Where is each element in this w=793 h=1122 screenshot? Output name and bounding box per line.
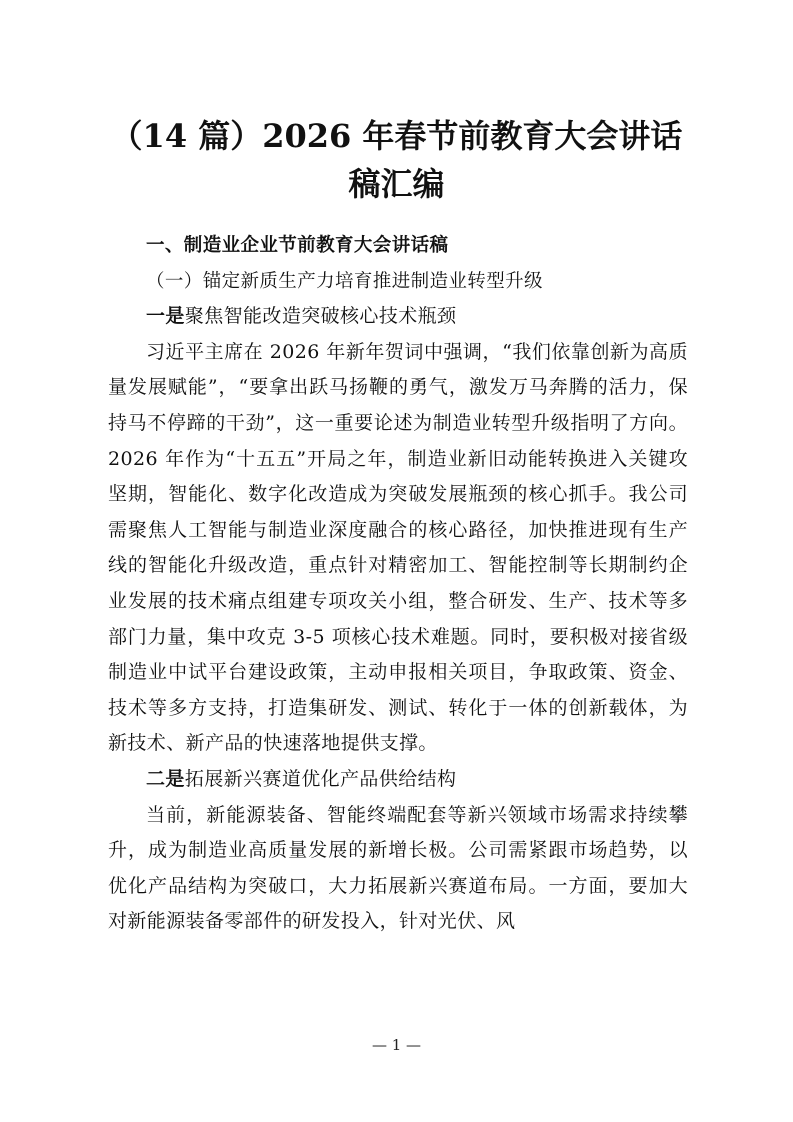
section-heading: 一、制造业企业节前教育大会讲话稿	[146, 235, 449, 256]
document-body	[108, 228, 688, 940]
point-heading-1	[108, 299, 688, 335]
document-title: （14 篇）2026 年春节前教育大会讲话稿汇编	[110, 117, 683, 203]
paragraph-2: 当前，新能源装备、智能终端配套等新兴领域市场需求持续攀升，成为制造业高质量发展的新增长极。公司需紧跟市场趋势，以优化产品结构为突破口，大力拓展新兴赛道布局。一方面，要加大对新能源装备零部件的研发投入，针对光伏、风	[108, 803, 688, 933]
point-lead-2: 二是	[146, 767, 185, 790]
page-number: — 1 —	[371, 1036, 422, 1054]
subsection-heading: （一）锚定新质生产力培育推进制造业转型升级	[146, 270, 543, 292]
point-title-2: 拓展新兴赛道优化产品供给结构	[184, 767, 457, 790]
point-lead-1: 一是	[146, 305, 185, 328]
point-title-1: 聚焦智能改造突破核心技术瓶颈	[184, 305, 457, 328]
point-heading-2	[108, 762, 688, 798]
paragraph-1: 习近平主席在 2026 年新年贺词中强调，“我们依靠创新为高质量发展赋能”，“要拿出跃马扬鞭的勇气，激发万马奔腾的活力，保持马不停蹄的干劲”，这一重要论述为制造业转型升级指明了方向。2026 年作为“十五五”开局之年，制造业新旧动能转换进入关键攻坚期，智能化、数字化改造成为突破发展瓶颈的核心抓手。我公司需聚焦人工智能与制造业深度融合的核心路径，加快推进现有生产线的智能化升级改造，重点针对精密加工、智能控制等长期制约企业发展的技术痛点组建专项攻关小组，整合研发、生产、技术等多部门力量，集中攻克 3-5 项核心技术难题。同时，要积极对接省级制造业中试平台建设政策，主动申报相关项目，争取政策、资金、技术等多方支持，打造集研发、测试、转化于一体的创新载体，为新技术、新产品的快速落地提供支撑。	[108, 340, 688, 755]
